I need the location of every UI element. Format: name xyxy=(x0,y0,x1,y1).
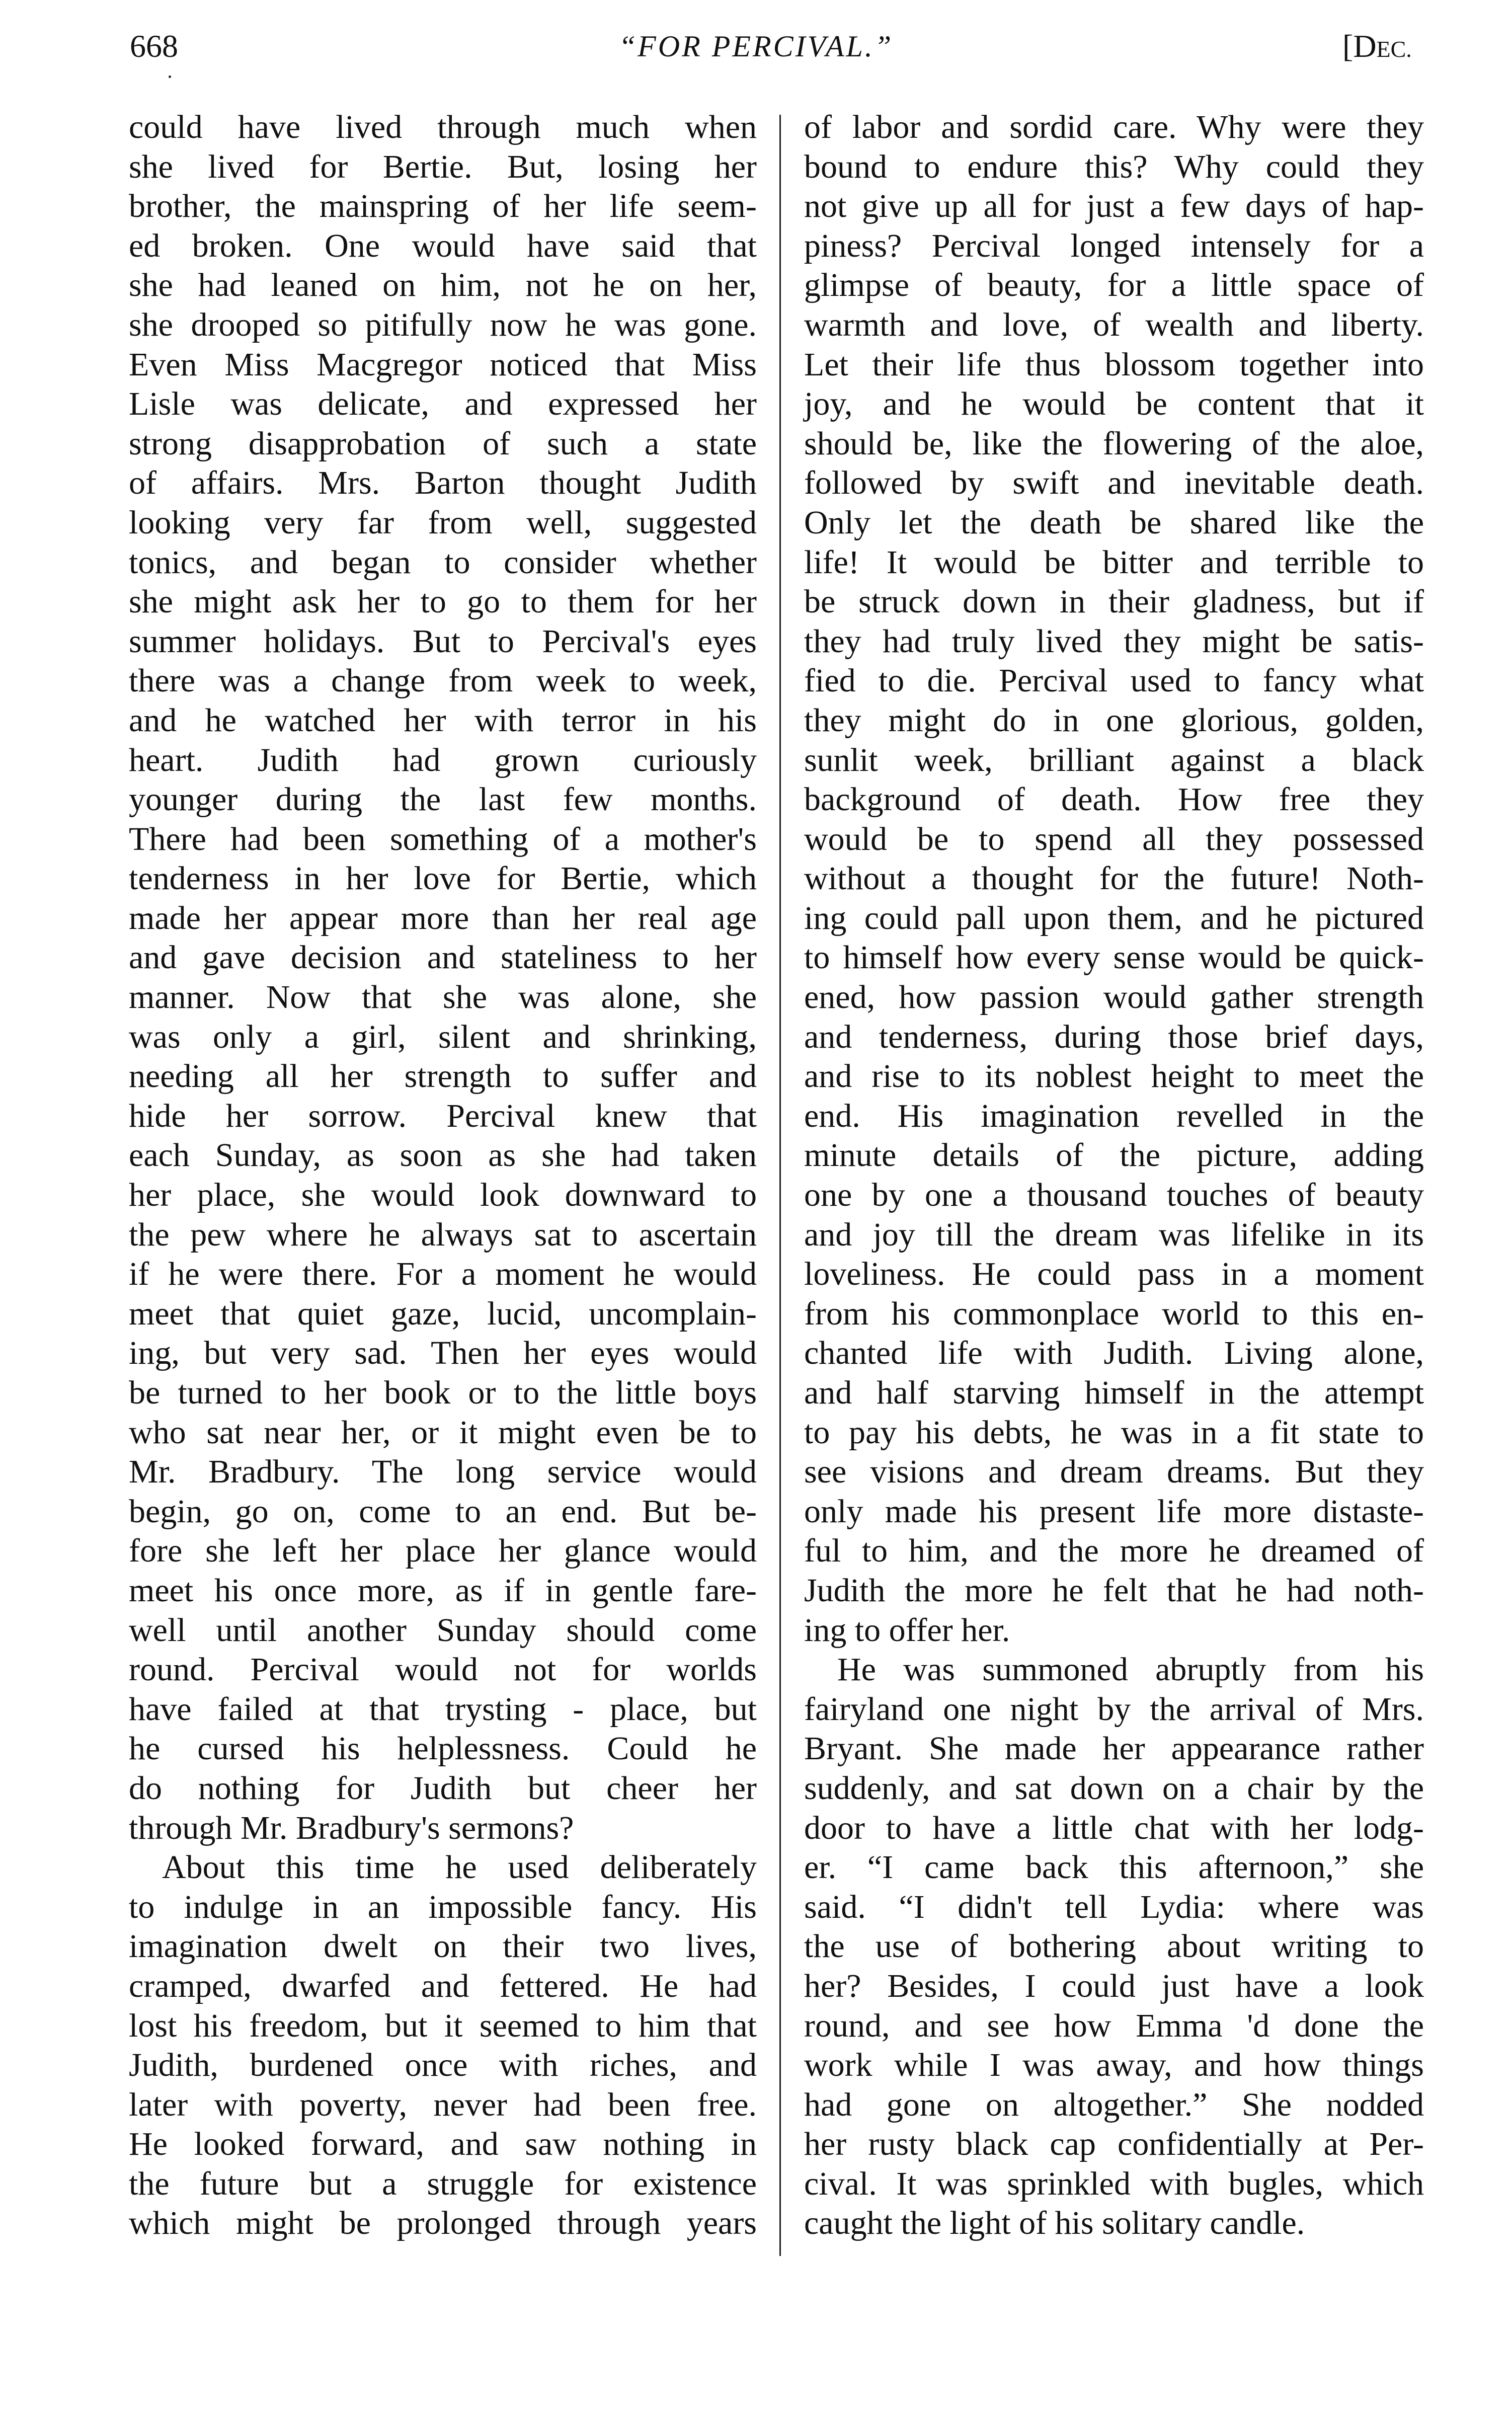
text-line: begin, go on, come to an end. But be- xyxy=(129,1493,757,1530)
text-line: meet his once more, as if in gentle fare- xyxy=(129,1572,757,1609)
text-line: fore she left her place her glance would xyxy=(129,1532,757,1570)
text-line: and half starving himself in the attempt xyxy=(804,1374,1424,1411)
text-line: her rusty black cap confidentially at Per- xyxy=(804,2126,1424,2163)
text-line: round. Percival would not for worlds xyxy=(129,1651,757,1688)
text-line: looking very far from well, suggested xyxy=(129,504,757,541)
text-line: and joy till the dream was lifelike in its xyxy=(804,1216,1424,1253)
text-line: there was a change from week to week, xyxy=(129,662,757,699)
text-line: tenderness in her love for Bertie, which xyxy=(129,860,757,897)
text-line: said. “I didn't tell Lydia: where was xyxy=(804,1888,1424,1925)
text-line: round, and see how Emma 'd done the xyxy=(804,2007,1424,2044)
text-line: He looked forward, and saw nothing in xyxy=(129,2126,757,2163)
text-line: Only let the death be shared like the xyxy=(804,504,1424,541)
text-line: had gone on altogether.” She nodded xyxy=(804,2086,1424,2123)
text-line: through Mr. Bradbury's sermons? xyxy=(129,1809,574,1846)
text-line: without a thought for the future! Noth- xyxy=(804,860,1424,897)
text-line: she had leaned on him, not he on her, xyxy=(129,267,757,304)
text-line: if he were there. For a moment he would xyxy=(129,1256,757,1293)
text-line: not give up all for just a few days of hap- xyxy=(804,188,1424,225)
text-line: younger during the last few months. xyxy=(129,781,757,818)
text-line: Even Miss Macgregor noticed that Miss xyxy=(129,346,757,383)
text-line: Let their life thus blossom together into xyxy=(804,346,1424,383)
text-line: heart. Judith had grown curiously xyxy=(129,741,757,778)
text-line: of labor and sordid care. Why were they xyxy=(804,109,1424,145)
text-line: be struck down in their gladness, but if xyxy=(804,583,1424,620)
text-line: and rise to its noblest height to meet the xyxy=(804,1058,1424,1095)
text-line: Lisle was delicate, and expressed her xyxy=(129,385,757,423)
text-line: and tenderness, during those brief days, xyxy=(804,1018,1424,1055)
text-line: manner. Now that she was alone, she xyxy=(129,979,757,1016)
text-line: loveliness. He could pass in a moment xyxy=(804,1256,1424,1293)
text-line: ing to offer her. xyxy=(804,1611,1010,1649)
text-line: would be to spend all they possessed xyxy=(804,820,1424,857)
text-line: they had truly lived they might be satis- xyxy=(804,622,1424,660)
text-line: glimpse of beauty, for a little space of xyxy=(804,267,1424,304)
running-title: “FOR PERCIVAL.” xyxy=(618,30,894,63)
text-line: About this time he used deliberately xyxy=(162,1849,757,1886)
text-line: later with poverty, never had been free. xyxy=(129,2086,757,2123)
text-line: joy, and he would be content that it xyxy=(804,385,1424,423)
text-line: of affairs. Mrs. Barton thought Judith xyxy=(129,464,757,502)
text-line: Bryant. She made her appearance rather xyxy=(804,1730,1424,1767)
issue-month xyxy=(1342,26,1412,69)
issue-month-rest: EC. xyxy=(1376,36,1412,62)
text-line: er. “I came back this afternoon,” she xyxy=(804,1849,1424,1886)
print-speck xyxy=(169,75,171,78)
text-line: her place, she would look downward to xyxy=(129,1177,757,1214)
text-line: should be, like the flowering of the aloe, xyxy=(804,425,1424,462)
text-line: hide her sorrow. Percival knew that xyxy=(129,1097,757,1134)
left-column xyxy=(129,108,757,2243)
text-line: work while I was away, and how things xyxy=(804,2047,1424,2084)
text-line: minute details of the picture, adding xyxy=(804,1137,1424,1174)
text-line: imagination dwelt on their two lives, xyxy=(129,1928,757,1965)
text-line: she drooped so pitifully now he was gone. xyxy=(129,306,757,343)
text-line: and gave decision and stateliness to her xyxy=(129,939,757,976)
text-line: they might do in one glorious, golden, xyxy=(804,701,1424,739)
running-header xyxy=(0,0,1512,81)
issue-month-initial: [D xyxy=(1342,28,1377,64)
right-column xyxy=(804,108,1424,2243)
text-line: from his commonplace world to this en- xyxy=(804,1295,1424,1332)
text-line: door to have a little chat with her lodg- xyxy=(804,1809,1424,1846)
text-line: suddenly, and sat down on a chair by the xyxy=(804,1769,1424,1807)
text-line: background of death. How free they xyxy=(804,781,1424,818)
text-line: Judith, burdened once with riches, and xyxy=(129,2047,757,2084)
text-line: who sat near her, or it might even be to xyxy=(129,1414,757,1451)
text-line: lost his freedom, but it seemed to him that xyxy=(129,2007,757,2044)
text-line: the pew where he always sat to ascertain xyxy=(129,1216,757,1253)
text-line: was only a girl, silent and shrinking, xyxy=(129,1018,757,1055)
text-line: she lived for Bertie. But, losing her xyxy=(129,148,757,185)
text-line: sunlit week, brilliant against a black xyxy=(804,741,1424,778)
column-rule xyxy=(779,115,781,2256)
text-line: Judith the more he felt that he had noth- xyxy=(804,1572,1424,1609)
text-line: to himself how every sense would be quick- xyxy=(804,939,1424,976)
text-line: cival. It was sprinkled with bugles, which xyxy=(804,2165,1424,2202)
text-line: one by one a thousand touches of beauty xyxy=(804,1177,1424,1214)
text-line: bound to endure this? Why could they xyxy=(804,148,1424,185)
text-line: made her appear more than her real age xyxy=(129,899,757,937)
text-line: have failed at that trysting - place, but xyxy=(129,1690,757,1728)
text-line: fairyland one night by the arrival of Mrs. xyxy=(804,1690,1424,1728)
text-line: each Sunday, as soon as she had taken xyxy=(129,1137,757,1174)
text-line: the use of bothering about writing to xyxy=(804,1928,1424,1965)
text-line: There had been something of a mother's xyxy=(129,820,757,857)
text-line: piness? Percival longed intensely for a xyxy=(804,227,1424,264)
text-line: and he watched her with terror in his xyxy=(129,701,757,739)
text-line: fied to die. Percival used to fancy what xyxy=(804,662,1424,699)
text-line: the future but a struggle for existence xyxy=(129,2165,757,2202)
text-line: meet that quiet gaze, lucid, uncomplain- xyxy=(129,1295,757,1332)
text-line: see visions and dream dreams. But they xyxy=(804,1453,1424,1491)
text-line: well until another Sunday should come xyxy=(129,1611,757,1649)
text-line: cramped, dwarfed and fettered. He had xyxy=(129,1967,757,2004)
text-line: caught the light of his solitary candle. xyxy=(804,2205,1305,2242)
text-line: followed by swift and inevitable death. xyxy=(804,464,1424,502)
text-line: He was summoned abruptly from his xyxy=(837,1651,1424,1688)
text-line: be turned to her book or to the little boys xyxy=(129,1374,757,1411)
text-line: to pay his debts, he was in a fit state to xyxy=(804,1414,1424,1451)
text-line: needing all her strength to suffer and xyxy=(129,1058,757,1095)
text-line: Mr. Bradbury. The long service would xyxy=(129,1453,757,1491)
text-line: her? Besides, I could just have a look xyxy=(804,1967,1424,2004)
text-line: ing could pall upon them, and he pictured xyxy=(804,899,1424,937)
text-line: only made his present life more distaste- xyxy=(804,1493,1424,1530)
text-line: she might ask her to go to them for her xyxy=(129,583,757,620)
text-line: life! It would be bitter and terrible to xyxy=(804,543,1424,581)
text-line: could have lived through much when xyxy=(129,109,757,145)
text-line: he cursed his helplessness. Could he xyxy=(129,1730,757,1767)
text-line: ing, but very sad. Then her eyes would xyxy=(129,1335,757,1372)
text-line: strong disapprobation of such a state xyxy=(129,425,757,462)
text-line: brother, the mainspring of her life seem- xyxy=(129,188,757,225)
text-line: do nothing for Judith but cheer her xyxy=(129,1769,757,1807)
text-line: ened, how passion would gather strength xyxy=(804,979,1424,1016)
text-line: ed broken. One would have said that xyxy=(129,227,757,264)
text-line: warmth and love, of wealth and liberty. xyxy=(804,306,1424,343)
page-number: 668 xyxy=(130,28,178,64)
text-line: ful to him, and the more he dreamed of xyxy=(804,1532,1424,1570)
text-line: which might be prolonged through years xyxy=(129,2205,757,2242)
text-line: summer holidays. But to Percival's eyes xyxy=(129,622,757,660)
text-line: chanted life with Judith. Living alone, xyxy=(804,1335,1424,1372)
text-line: tonics, and began to consider whether xyxy=(129,543,757,581)
text-line: end. His imagination revelled in the xyxy=(804,1097,1424,1134)
text-line: to indulge in an impossible fancy. His xyxy=(129,1888,757,1925)
